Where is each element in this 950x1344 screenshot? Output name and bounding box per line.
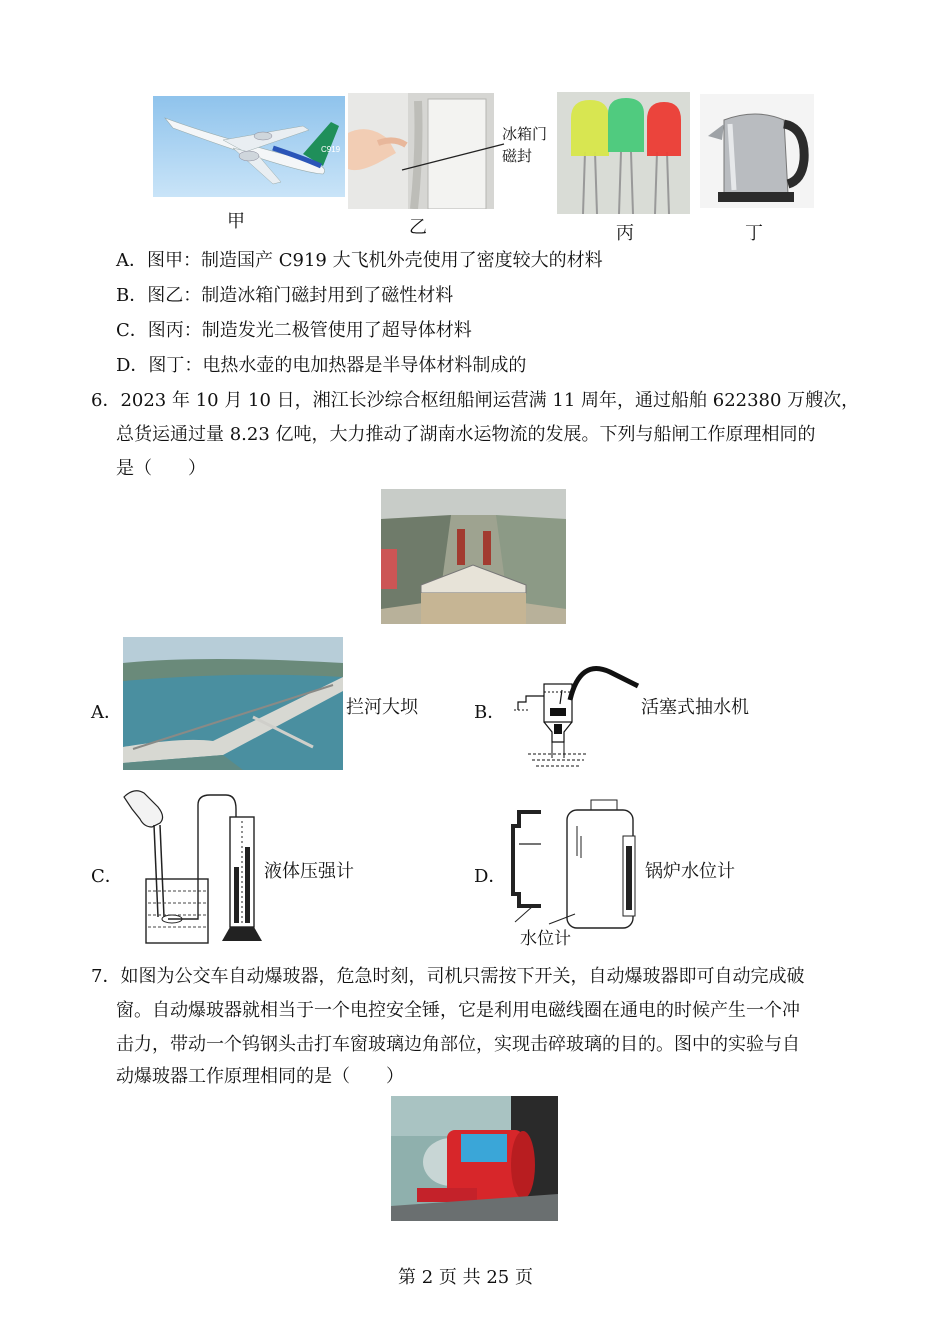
fridge-label-line1: 冰箱门 [502, 125, 548, 143]
q5-option-b[interactable]: B．图乙：制造冰箱门磁封用到了磁性材料 [116, 285, 454, 306]
window-breaker-image [391, 1096, 558, 1221]
ship-lock-image [381, 489, 566, 624]
q6-stem-line1: 6．2023 年 10 月 10 日，湘江长沙综合枢纽船闸运营满 11 周年，通过船舶 622380 万艘次， [91, 390, 860, 411]
q7-stem-line3: 击力，带动一个钨钢头击打车窗玻璃边角部位，实现击碎玻璃的目的。图中的实验与自 [116, 1034, 800, 1055]
kettle-image [700, 94, 814, 208]
manometer-diagram [118, 787, 263, 947]
q7-stem-line1: 7．如图为公交车自动爆玻器，危急时刻，司机只需按下开关，自动爆玻器即可自动完成破 [91, 966, 805, 987]
page-footer: 第 2 页 共 25 页 [398, 1267, 533, 1288]
q6-option-c-mark[interactable]: C． [91, 866, 123, 887]
fridge-label-line2: 磁封 [502, 147, 533, 165]
q5-option-d[interactable]: D．图丁：电热水壶的电加热器是半导体材料制成的 [116, 355, 527, 376]
q6-option-b-label: 活塞式抽水机 [641, 697, 749, 718]
q7-stem-line4: 动爆玻器工作原理相同的是（ ） [116, 1066, 404, 1087]
fridge-label [502, 123, 547, 167]
plane-tail-text: C919 [321, 145, 341, 154]
q6-option-d-label: 锅炉水位计 [645, 861, 735, 882]
q6-option-d-sublabel: 水位计 [520, 929, 571, 949]
q5-option-c[interactable]: C．图丙：制造发光二极管使用了超导体材料 [116, 320, 472, 341]
piston-pump-diagram [500, 662, 640, 774]
q6-stem-line3: 是（ ） [116, 458, 206, 479]
q6-stem-line2: 总货运通过量 8.23 亿吨，大力推动了湖南水运物流的发展。下列与船闸工作原理相同的 [116, 424, 816, 445]
q6-option-d-mark[interactable]: D． [474, 866, 507, 887]
q6-option-c-label: 液体压强计 [264, 861, 354, 882]
caption-jia: 甲 [227, 211, 245, 232]
q6-option-a-mark[interactable]: A． [91, 702, 122, 723]
caption-bing: 丙 [616, 223, 634, 244]
q6-option-a-label: 拦河大坝 [346, 697, 418, 718]
caption-yi: 乙 [409, 217, 427, 238]
dam-image [123, 637, 343, 770]
caption-ding: 丁 [745, 223, 763, 244]
boiler-gauge-diagram [505, 796, 645, 942]
q7-stem-line2: 窗。自动爆玻器就相当于一个电控安全锤，它是利用电磁线圈在通电的时候产生一个冲 [116, 1000, 800, 1021]
q6-option-b-mark[interactable]: B． [474, 702, 506, 723]
q5-option-a[interactable]: A．图甲：制造国产 C919 大飞机外壳使用了密度较大的材料 [116, 250, 603, 271]
fridge-label-pointer [400, 120, 510, 180]
airplane-image [153, 96, 345, 197]
led-image [557, 92, 690, 214]
